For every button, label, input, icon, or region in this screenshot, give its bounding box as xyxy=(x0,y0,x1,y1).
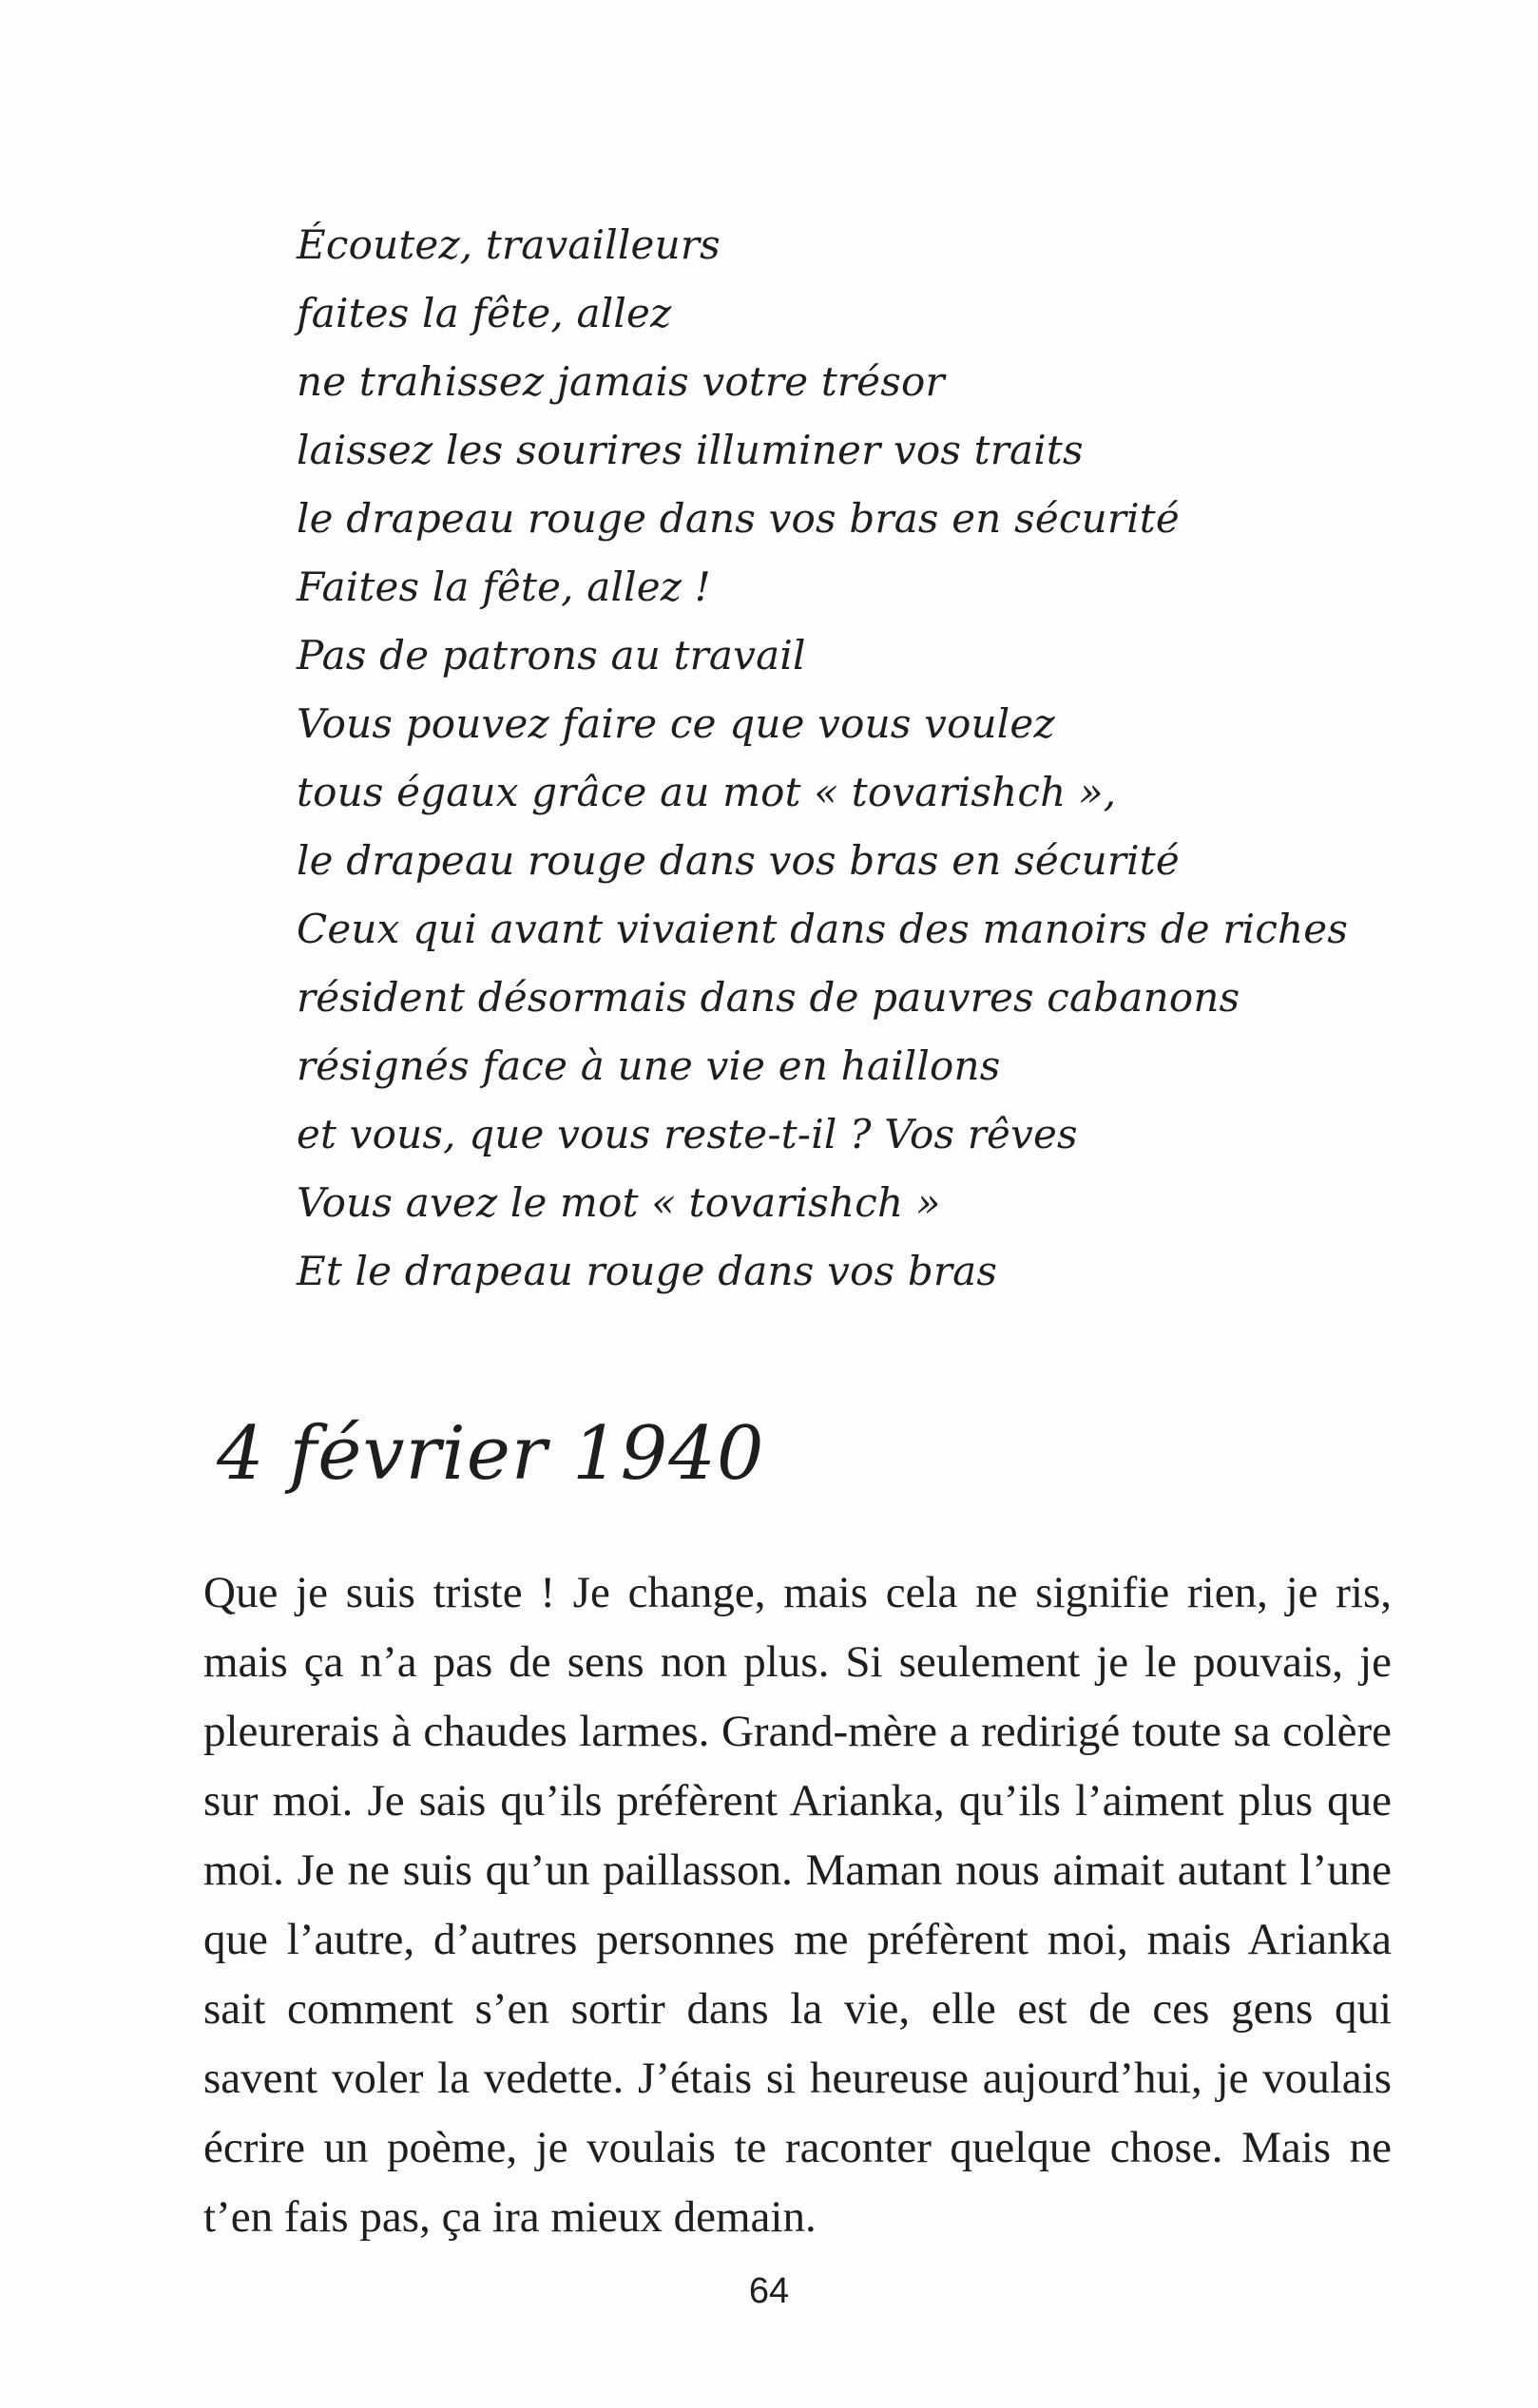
page-number: 64 xyxy=(748,2271,790,2311)
poem-line: résident désormais dans de pauvres cabanons xyxy=(297,974,1240,1021)
poem-line: le drapeau rouge dans vos bras en sécurité xyxy=(297,495,1180,542)
poem-line: le drapeau rouge dans vos bras en sécurité xyxy=(297,837,1180,884)
poem-line: Ceux qui avant vivaient dans des manoirs de riches xyxy=(297,906,1349,952)
poem xyxy=(297,211,1390,1306)
poem-line: Vous pouvez faire ce que vous voulez xyxy=(297,700,1055,747)
poem-line: faites la fête, allez xyxy=(297,290,672,336)
poem-line: Vous avez le mot « tovarishch » xyxy=(297,1179,941,1226)
poem-line: laissez les sourires illuminer vos traits xyxy=(297,427,1084,473)
poem-line: ne trahissez jamais votre trésor xyxy=(297,358,945,405)
poem-line: tous égaux grâce au mot « tovarishch », xyxy=(297,769,1117,815)
diary-entry-text: Que je suis triste ! Je change, mais cela ne signifie rien, je ris, mais ça n’a pas de sens non plus. Si seulement je le pouvais, je pleurerais à chaudes larmes. Grand-mère a redirigé toute sa colère sur moi. Je sais qu’ils préfèrent Arianka, qu’ils l’aiment plus que moi. Je ne suis qu’un paillasson. Maman nous aimait autant l’une que l’autre, d’autres personnes me préfèrent moi, mais Arianka sait comment s’en sortir dans la vie, elle est de ces gens qui savent voler la vedette. J’étais si heureuse aujourd’hui, je voulais écrire un poème, je voulais te raconter quelque chose. Mais ne t’en fais pas, ça ira mieux demain. xyxy=(203,1568,1392,2242)
poem-line: Écoutez, travailleurs xyxy=(297,221,721,268)
poem-line: Et le drapeau rouge dans vos bras xyxy=(297,1248,998,1294)
diary-entry-date: 4 février 1940 xyxy=(217,1411,765,1497)
poem-line: Pas de patrons au travail xyxy=(297,632,806,678)
poem-line: et vous, que vous reste-t-il ? Vos rêves xyxy=(297,1111,1078,1157)
poem-line: Faites la fête, allez ! xyxy=(297,564,711,610)
poem-line: résignés face à une vie en haillons xyxy=(297,1042,1001,1089)
